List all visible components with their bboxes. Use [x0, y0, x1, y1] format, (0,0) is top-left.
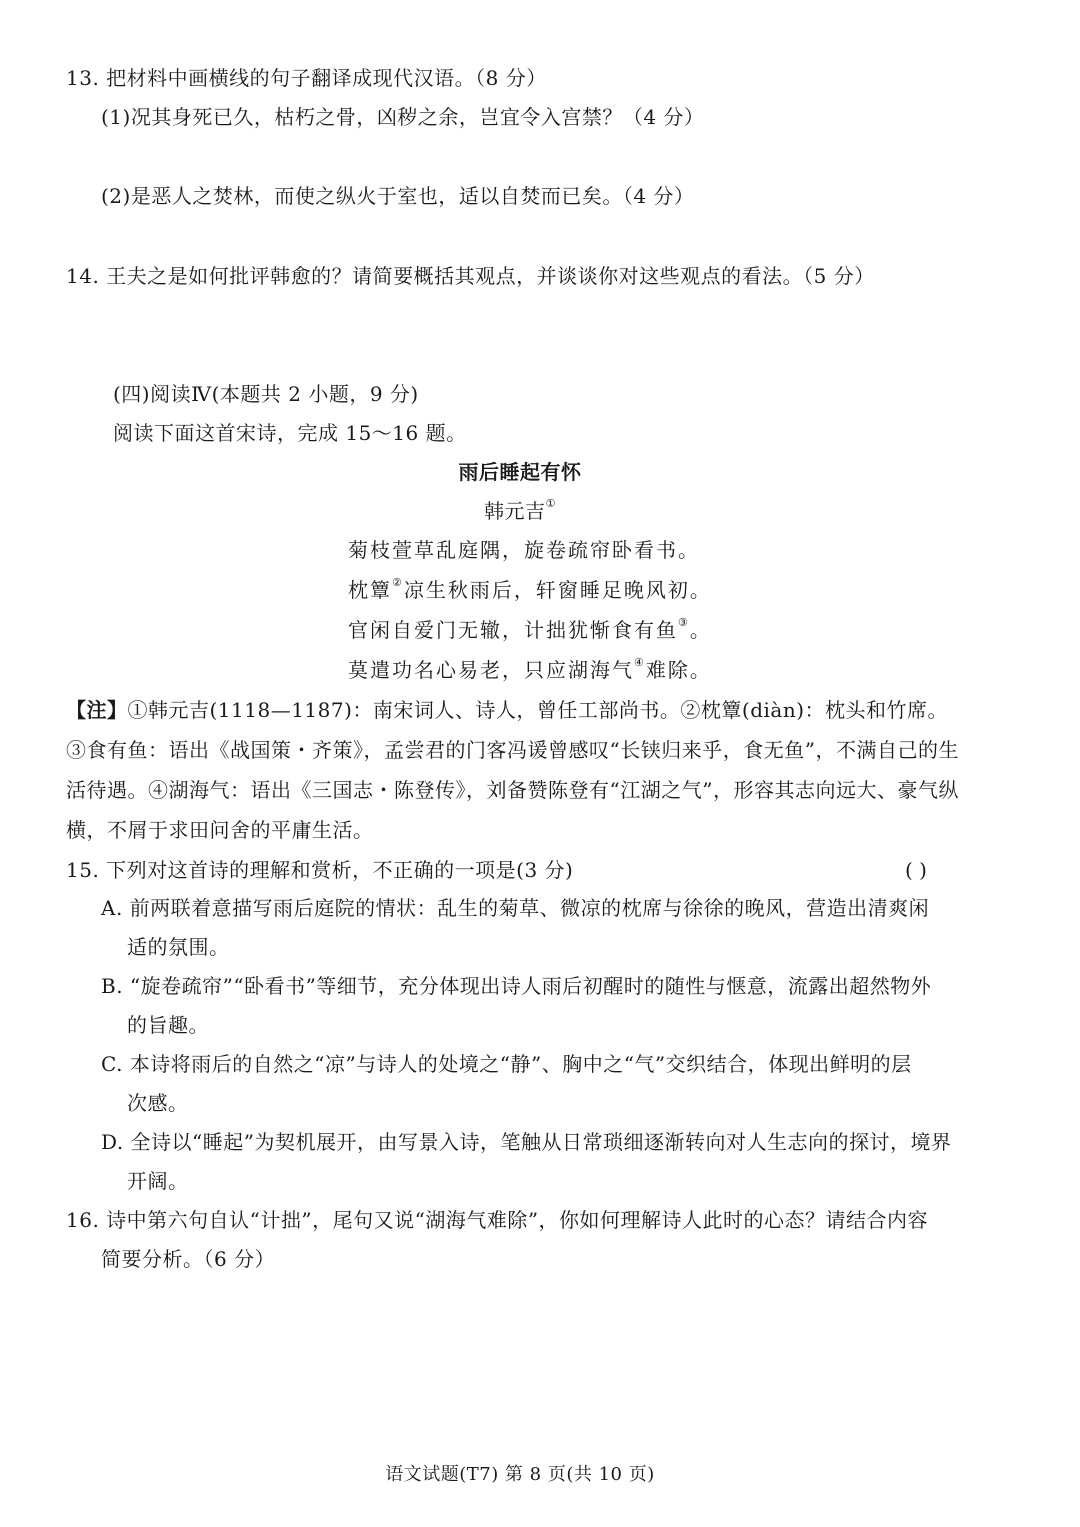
q15-option-b-line-2: 的旨趣。 [127, 1013, 209, 1037]
poem-line-3-part-a: 官闲自爱门无辙，计拙犹惭食有鱼 [348, 618, 678, 642]
poem-title: 雨后睡起有怀 [458, 460, 582, 484]
poem-line-2-part-a: 枕簟 [348, 578, 392, 602]
notes-line-1 [66, 696, 948, 724]
q15-option-d-line-1: D. 全诗以“睡起”为契机展开，由写景入诗，笔触从日常琐细逐渐转向对人生志向的探讨，境界 [101, 1130, 952, 1154]
poem-line-2-footnote-mark: ② [392, 576, 404, 590]
q15-option-d-line-2: 开阔。 [127, 1169, 189, 1193]
section-heading: (四)阅读Ⅳ(本题共 2 小题，9 分) [113, 382, 419, 406]
q15-option-c-line-2: 次感。 [127, 1091, 189, 1115]
q13-subquestion-2: (2)是恶人之焚林，而使之纵火于室也，适以自焚而已矣。（4 分） [101, 184, 695, 208]
q14-stem: 14. 王夫之是如何批评韩愈的？请简要概括其观点，并谈谈你对这些观点的看法。（5 分） [66, 264, 875, 288]
page-footer: 语文试题(T7) 第 8 页(共 10 页) [385, 1464, 655, 1485]
poem-line-1: 菊枝萱草乱庭隅，旋卷疏帘卧看书。 [348, 538, 700, 562]
q13-subquestion-1: (1)况其身死已久，枯朽之骨，凶秽之余，岂宜令入宫禁？（4 分） [101, 105, 705, 129]
poem-line-2 [348, 576, 712, 604]
poem-line-4 [348, 656, 712, 684]
poem-line-4-footnote-mark: ④ [634, 656, 646, 670]
q16-stem-line-2: 简要分析。（6 分） [101, 1247, 276, 1271]
q15-stem: 15. 下列对这首诗的理解和赏析，不正确的一项是(3 分) [66, 858, 574, 882]
poem-author-name: 韩元吉 [484, 499, 546, 523]
poem-author-footnote-mark: ① [545, 497, 556, 511]
poem-line-2-part-b: 凉生秋雨后，轩窗睡足晚风初。 [403, 578, 712, 602]
poem-author [0, 497, 1040, 525]
q13-stem: 13. 把材料中画横线的句子翻译成现代汉语。（8 分） [66, 66, 547, 90]
poem-line-3-part-b: 。 [689, 618, 712, 642]
poem-line-4-part-a: 莫遣功名心易老，只应湖海气 [348, 658, 634, 682]
poem-line-3-footnote-mark: ③ [678, 616, 690, 630]
poem-line-3 [348, 616, 712, 644]
poem-line-4-part-b: 难除。 [645, 658, 712, 682]
notes-line-1-text: ①韩元吉(1118—1187)：南宋词人、诗人，曾任工部尚书。②枕簟(diàn)：枕头和竹席。 [127, 698, 949, 722]
notes-tag: 【注】 [66, 698, 128, 722]
q16-stem-line-1: 16. 诗中第六句自认“计拙”，尾句又说“湖海气难除”，你如何理解诗人此时的心态？请结合内容 [66, 1208, 929, 1232]
q15-option-b-line-1: B. “旋卷疏帘”“卧看书”等细节，充分体现出诗人雨后初醒时的随性与惬意，流露出超然物外 [101, 974, 932, 998]
section-instruction: 阅读下面这首宋诗，完成 15～16 题。 [113, 421, 467, 445]
q15-option-c-line-1: C. 本诗将雨后的自然之“凉”与诗人的处境之“静”、胸中之“气”交织结合，体现出鲜明的层 [101, 1052, 912, 1076]
q15-option-a-line-1: A. 前两联着意描写雨后庭院的情状：乱生的菊草、微凉的枕席与徐徐的晚风，营造出清爽闲 [101, 896, 930, 920]
q15-answer-parentheses[interactable]: ( ) [905, 858, 927, 882]
notes-line-2: ③食有鱼：语出《战国策・齐策》，孟尝君的门客冯谖曾感叹“长铗归来乎，食无鱼”，不满自己的生 [66, 738, 959, 762]
q15-option-a-line-2: 适的氛围。 [127, 935, 230, 959]
notes-line-4: 横，不屑于求田问舍的平庸生活。 [66, 818, 374, 842]
notes-line-3: 活待遇。④湖海气：语出《三国志・陈登传》，刘备赞陈登有“江湖之气”，形容其志向远大、豪气纵 [66, 778, 959, 802]
